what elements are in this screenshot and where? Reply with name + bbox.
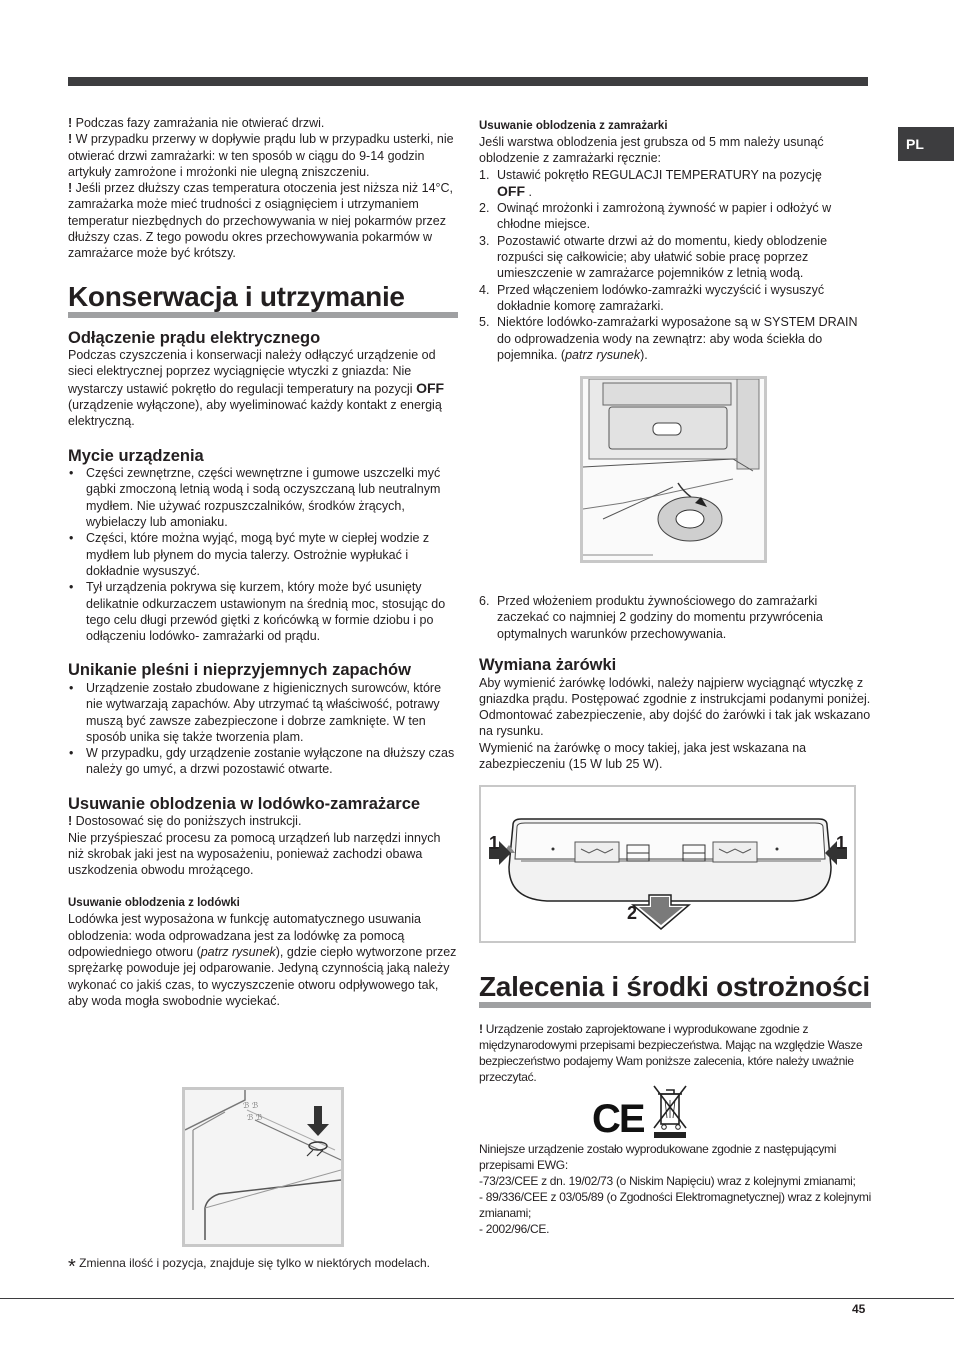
heading-power-disconnect: Odłączenie prądu elektrycznego: [68, 328, 321, 347]
text: Lodówka jest wyposażona w funkcję automatycznego usuwania oblodzenia: woda odprowadzana jest za lodówkę za pomocą odpowiedniego otworu (: [68, 912, 421, 959]
warning-mark: !: [479, 1022, 483, 1036]
heading-fridge-defrost: Usuwanie oblodzenia z lodówki: [68, 897, 240, 910]
step-number: 1.: [479, 167, 490, 182]
safety-intro: [479, 1021, 871, 1085]
step-item: [479, 282, 871, 315]
figure-label-1-right: 1: [836, 833, 847, 853]
svg-text:ℬ ℬ: ℬ ℬ: [243, 1101, 259, 1110]
power-disconnect-text: [68, 347, 458, 429]
heading-mould-odours: Unikanie pleśni i nieprzyjemnych zapachów: [68, 661, 411, 680]
fridge-defrost-text: [68, 911, 458, 1009]
text: Pozostawić otwarte drzwi aż do momentu, kiedy oblodzenie rozpuści się całkowicie; aby ułatwić sobie pracę poprzez umieszczenie w zamrażarce pojemników z letnią wodą.: [497, 233, 828, 281]
intro-p2: [68, 131, 458, 180]
left-column: [68, 115, 458, 1009]
defrost-warning: Nie przyśpieszać procesu za pomocą urządzeń lub narzędzi innych niż skrobak jaki jest na wyposażeniu, ponieważ zachodzi obawa uszkodzenia obwodu mrożącego.: [68, 830, 441, 878]
figure-label-1-left: 1: [489, 833, 500, 853]
step-number: 2.: [479, 201, 490, 216]
step-item: [479, 200, 871, 233]
intro-text: Jeśli przez dłuższy czas temperatura otoczenia jest niższa niż 14°C, zamrażarka może mieć trudności z osiągnięciem i utrzymaniem temperatur niezbędnych do przechowywania w niej pokarmów przez dłuższy czas. Z tego powodu okres przechowywania pokarmów w zamrażarce może być krótszy.: [68, 181, 454, 261]
text: Dostosować się do poniższych instrukcji.: [72, 814, 302, 829]
footnote-star: *: [68, 1256, 76, 1278]
page-number: 45: [852, 1302, 866, 1316]
directive-item: - 89/336/CEE z 03/05/89 (o Zgodności Elektromagnetycznej) wraz z kolejnymi zmianami;: [479, 1190, 871, 1220]
intro-p3: [68, 180, 458, 261]
text: ).: [640, 347, 648, 362]
intro-text: Podczas fazy zamrażania nie otwierać drzwi.: [72, 116, 325, 130]
section-title-safety: Zalecenia i środki ostrożności: [479, 972, 871, 1008]
list-item: • Tył urządzenia pokrywa się kurzem, który może być usunięty delikatnie odkurzaczem ustawionym na średnią moc, stosując do tego celu długi przewód giętki z końcówką w formie dziobu i po odłączeniu lodówko- zamrażarki od prądu.: [68, 579, 458, 644]
bulb-cover-illustration: [481, 787, 854, 941]
text: patrz rysunek: [565, 347, 641, 362]
language-tab: PL: [898, 127, 954, 161]
defrost-note: [68, 813, 458, 829]
right-column: [479, 118, 871, 363]
cleaning-list: [68, 465, 458, 644]
text: Podczas czyszczenia i konserwacji należy odłączyć urządzenie od sieci elektrycznej poprzez wyciągnięcie wtyczki z gniazda: Nie wystarczy ustawić pokrętło do regulacji temperatury na pozycji: [68, 348, 436, 396]
heading-freezer-defrost: Usuwanie oblodzenia z zamrażarki: [479, 120, 668, 132]
footnote-text: Zmienna ilość i pozycja, znajduje się tylko w niektórych modelach.: [75, 1256, 430, 1270]
off-label: OFF: [497, 182, 525, 199]
svg-text:ℬ ℬ: ℬ ℬ: [247, 1113, 263, 1122]
top-rule: [68, 77, 868, 86]
step-item: [479, 167, 871, 201]
step-number: 5.: [479, 315, 490, 330]
step-number: 4.: [479, 282, 490, 297]
text: Urządzenie zostało zaprojektowane i wyprodukowane zgodnie z międzynarodowymi przepisami bezpieczeństwa. Mając na względzie Wasze bezpieczeństwo podajemy Wam poniższe zalecenia, które należy uważnie przeczytać.: [479, 1022, 863, 1084]
intro-p1: [68, 115, 458, 131]
text: Owinąć mrożonki i zamrożoną żywność w papier i odłożyć w chłodne miejsce.: [497, 201, 832, 232]
text: Niektóre lodówko-zamrażarki wyposażone są w SYSTEM DRAIN do odprowadzenia wody na zewnątrz: aby woda ściekła do pojemnika. (: [497, 315, 858, 362]
step-number: 6.: [479, 594, 490, 608]
step-item: [479, 233, 871, 282]
crossed-bin-icon: [652, 1084, 688, 1140]
footnote: [68, 1255, 458, 1278]
step-number: 3.: [479, 233, 490, 248]
step-item: [479, 593, 871, 642]
text: Przed włączeniem lodówko-zamrażki wyczyścić i wysuszyć dokładnie komorę zamrażarki.: [497, 282, 825, 313]
heading-bulb: Wymiana żarówki: [479, 656, 617, 674]
figure-system-drain: [580, 376, 767, 563]
freezer-steps: [479, 167, 871, 364]
text: (urządzenie wyłączone), aby wyeliminować każdy kontakt z energią elektryczną.: [68, 398, 442, 429]
drain-hole-illustration: [185, 1090, 341, 1244]
text: .: [525, 184, 532, 199]
warning-mark: !: [68, 814, 73, 829]
off-label: OFF: [416, 379, 445, 396]
directive-item: - 2002/96/CE.: [479, 1222, 550, 1236]
text: patrz rysunek: [200, 944, 276, 959]
freezer-intro: Jeśli warstwa oblodzenia jest grubsza od 5 mm należy usunąć oblodzenie z zamrażarki ręcznie:: [479, 135, 824, 166]
step-6: [479, 593, 871, 642]
directive-item: -73/23/CEE z dn. 19/02/73 (o Niskim Napięciu) wraz z kolejnymi zmianami;: [479, 1174, 856, 1188]
freezer-steps-cont: [479, 593, 871, 642]
weee-bin-icon: [652, 1084, 688, 1145]
bulb-text-1: Aby wymienić żarówkę lodówki, należy najpierw wyciągnąć wtyczkę z gniazdka prądu. Postępować zgodnie z instrukcjami podanymi poniżej. Odmontować zabezpieczenie, aby dojść do żarówki i tak jak wskazano na rysunku.: [479, 675, 871, 739]
list-item: • Części zewnętrzne, części wewnętrzne i gumowe uszczelki myć gąbki zmoczoną letnią wodą i sodą oczyszczaną lub neutralnym mydłem. Nie używać rozpuszczalników, środków żrących, wybielaczy lub amoniaku.: [68, 465, 458, 530]
figure-bulb-replacement: [479, 785, 856, 943]
text: Ustawić pokrętło REGULACJI TEMPERATURY na pozycję: [497, 167, 822, 182]
intro-text: W przypadku przerwy w dopływie prądu lub w przypadku usterki, nie otwierać drzwi zamrażarki: w ten sposób w ciągu do 9-14 godzin artykuły zamrożone i mrożonki nie ulegną zniszczeniu.: [68, 132, 454, 179]
figure-label-2: 2: [627, 903, 638, 923]
list-item: • W przypadku, gdy urządzenie zostanie wyłączone na dłuższy czas należy go umyć, a drzwi pozostawić otwarte.: [68, 745, 458, 778]
safety-section: [479, 972, 871, 1085]
mould-list: [68, 680, 458, 778]
figure-drain-hole: [182, 1087, 344, 1247]
list-item: • Urządzenie zostało zbudowane z higienicznych surowców, które nie wytwarzają zapachów. Aby utrzymać tą właściwość, potrawy muszą być zawsze zabezpieczone i dobrze zamknięte. W ten sposób unika się także tworzenia plam.: [68, 680, 458, 745]
list-item: • Części, które można wyjąć, mogą być myte w ciepłej wodzie z mydłem lub płynem do mycia talerzy. Ostrożnie wypłukać i dokładnie wysuszyć.: [68, 530, 458, 579]
ce-mark-text: CE: [592, 1097, 644, 1141]
bottom-rule: [0, 1298, 954, 1299]
text: ), gdzie ciepło wytworzone przez sprężarkę powoduje jej odparowanie. Jedyną czynnością jaką należy wykonać co jakiś czas, to wyczyszczenie otworu odpływowego tak, aby woda mogła swobodnie wyciekać.: [68, 944, 457, 1008]
bulb-text-2: Wymienić na żarówkę o mocy takiej, jaka jest wskazana na zabezpieczeniu (15 W lub 25 W).: [479, 740, 807, 771]
ce-mark-icon: [592, 1097, 642, 1141]
directives-section: [479, 1141, 871, 1237]
directives-intro: Niniejsze urządzenie zostało wyprodukowane zgodnie z następującymi przepisami EWG:: [479, 1142, 837, 1172]
heading-defrosting: Usuwanie oblodzenia w lodówko-zamrażarce: [68, 794, 421, 813]
section-title-maintenance: Konserwacja i utrzymanie: [68, 282, 458, 318]
warning-mark: !: [68, 181, 73, 196]
heading-cleaning: Mycie urządzenia: [68, 446, 204, 465]
step-item: [479, 314, 871, 363]
warning-mark: !: [68, 116, 73, 130]
bulb-section: [479, 657, 871, 772]
system-drain-illustration: [583, 379, 764, 560]
text: Przed włożeniem produktu żywnościowego do zamrażarki zaczekać co najmniej 2 godziny do momentu przywrócenia optymalnych warunków przechowywania.: [497, 594, 823, 641]
warning-mark: !: [68, 132, 73, 147]
